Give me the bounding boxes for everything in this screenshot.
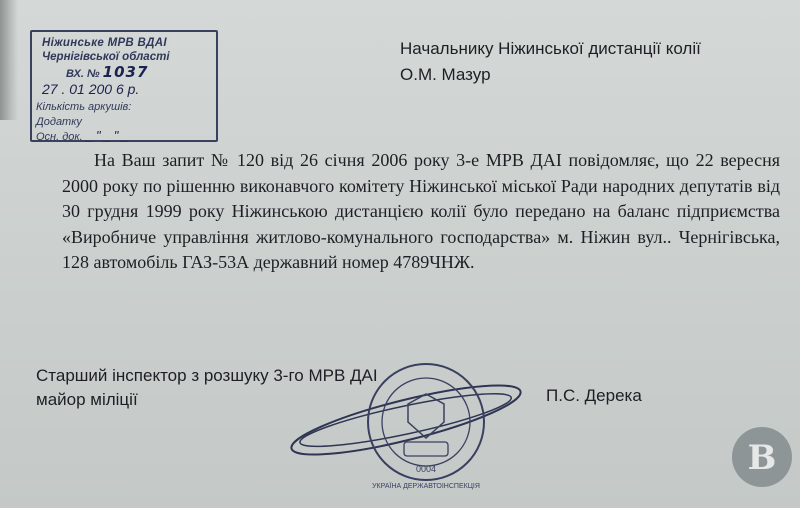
addressee-title: Начальнику Ніжинської дистанції колії xyxy=(400,39,701,58)
stamp-region: Чернігівської області xyxy=(42,51,170,63)
stamp-office: Ніжинське МРВ ВДАІ xyxy=(42,37,167,49)
signature-stroke xyxy=(287,372,526,468)
logo-letter: В xyxy=(747,438,777,478)
stamp-appendix-label: Додатку xyxy=(36,116,82,128)
stamp-incoming xyxy=(66,65,148,81)
signatory-name: П.С. Дерека xyxy=(546,386,642,405)
stamp-sheets-label: Кількість аркушів: xyxy=(36,101,132,113)
stamp-incoming-label: ВХ. № xyxy=(66,68,100,80)
official-seal xyxy=(286,360,526,495)
addressee-name: О.М. Мазур xyxy=(400,65,491,84)
stamp-incoming-number: 1037 xyxy=(102,63,149,81)
signatory-rank: майор міліції xyxy=(36,390,138,409)
seal-code: 0004 xyxy=(415,464,437,474)
seal-car-icon xyxy=(404,442,448,456)
stamp-main-doc-label: Осн. док. xyxy=(36,131,83,143)
addressee-block xyxy=(400,36,701,88)
registration-stamp xyxy=(30,30,218,142)
signature-stroke-inner xyxy=(297,384,514,456)
seal-text: УКРАЇНА ДЕРЖАВТОІНСПЕКЦІЯ xyxy=(372,483,480,490)
watermark-logo-icon xyxy=(730,425,794,489)
stamp-main-doc xyxy=(36,129,132,144)
scan-shadow xyxy=(0,0,18,120)
signatory-title: Старший інспектор з розшуку 3-го МРВ ДАІ xyxy=(36,366,378,385)
stamp-main-doc-value: _"_"_ xyxy=(85,128,132,143)
stamp-date: 27 . 01 200 6 р. xyxy=(42,81,140,97)
letter-body xyxy=(62,148,780,276)
letter-paragraph: На Ваш запит № 120 від 26 січня 2006 року 3-е МРВ ДАІ повідомляє, що 22 вересня 2000 року по рішенню виконавчого комітету Ніжинської міської Ради народних депутатів від 30 грудня 1999 року Ніжинською дистанцією колії було передано на баланс підприємства «Виробниче управління житлово-комунального господарства» м. Ніжин вул.. Чернігівська, 128 автомобіль ГАЗ-53А державний номер 4789ЧНЖ. xyxy=(62,150,780,272)
